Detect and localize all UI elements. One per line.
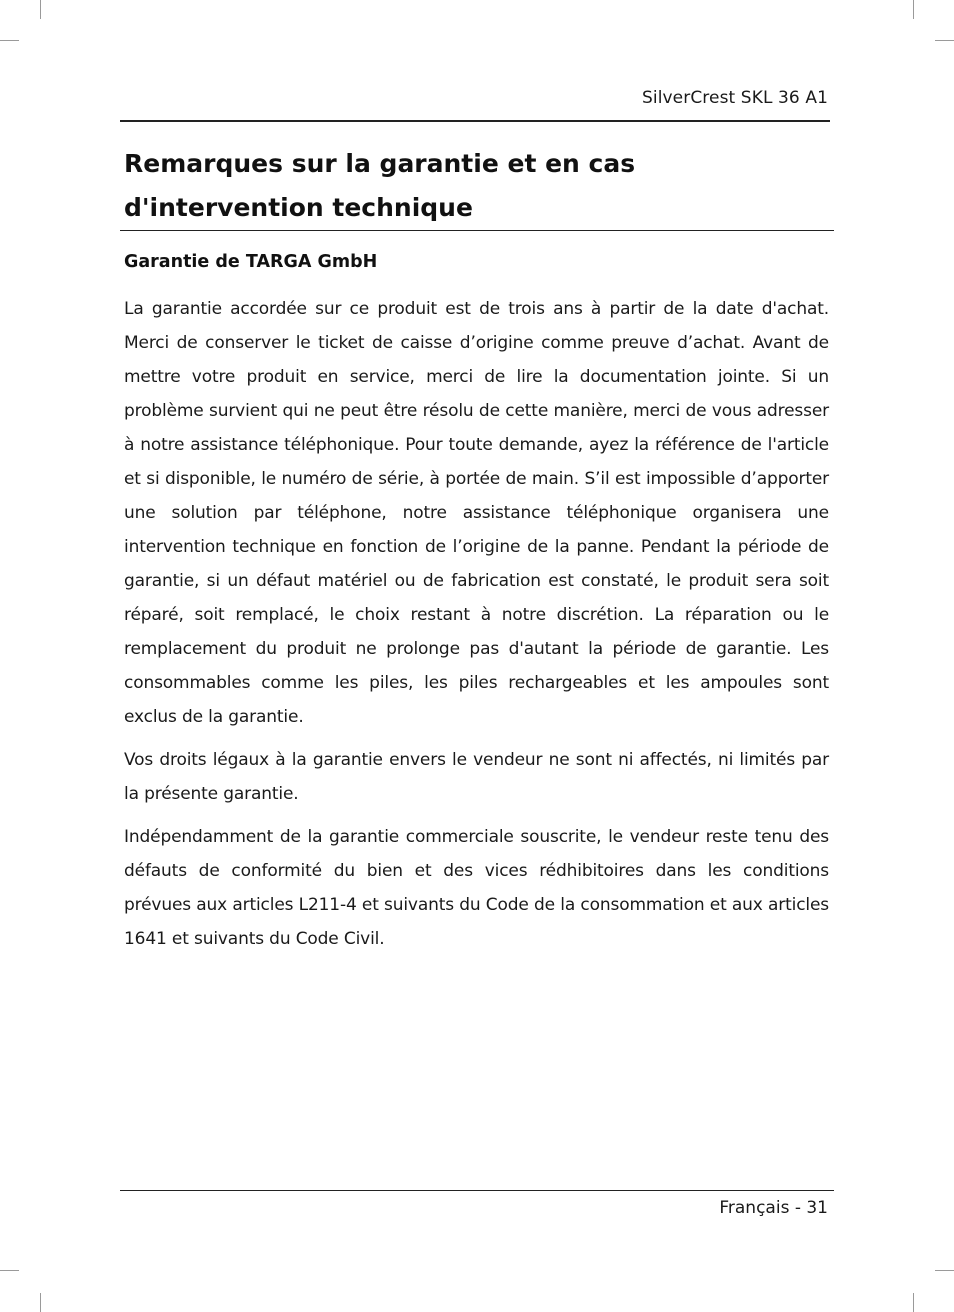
- crop-mark-top-left-horizontal: [0, 40, 19, 41]
- title-rule: [120, 230, 834, 231]
- crop-mark-top-left-vertical: [40, 0, 41, 19]
- page-number: Français - 31: [719, 1198, 828, 1218]
- paragraph-legal-rights: Vos droits légaux à la garantie envers le vendeur ne sont ni affectés, ni limités par la présente garantie.: [124, 750, 829, 804]
- header-rule: [120, 120, 830, 122]
- crop-mark-top-right-horizontal: [935, 40, 954, 41]
- section-title: Remarques sur la garantie et en cas d'intervention technique: [124, 149, 636, 222]
- crop-mark-bottom-left-vertical: [40, 1293, 41, 1312]
- crop-mark-top-right-vertical: [913, 0, 914, 19]
- crop-mark-bottom-right-vertical: [913, 1293, 914, 1312]
- crop-mark-bottom-left-horizontal: [0, 1270, 19, 1271]
- section-subtitle: Garantie de TARGA GmbH: [124, 252, 378, 272]
- footer-rule: [120, 1190, 834, 1191]
- paragraph-seller-liability: Indépendamment de la garantie commerciale souscrite, le vendeur reste tenu des défauts de conformité du bien et des vices rédhibitoires dans les conditions prévues aux articles L211-4 et suivants du Code de la consommation et aux articles 1641 et suivants du Code Civil.: [124, 827, 829, 949]
- running-header: SilverCrest SKL 36 A1: [641, 88, 828, 108]
- paragraph-warranty-terms: La garantie accordée sur ce produit est de trois ans à partir de la date d'achat. Merci de conserver le ticket de caisse d’origine comme preuve d’achat. Avant de mettre votre produit en service, merci de lire la documentation jointe. Si un problème survient qui ne peut être résolu de cette manière, merci de vous adresser à notre assistance téléphonique. Pour toute demande, ayez la référence de l'article et si disponible, le numéro de série, à portée de main. S’il est impossible d’apporter une solution par téléphone, notre assistance téléphonique organisera une intervention technique en fonction de l’origine de la panne. Pendant la période de garantie, si un défaut matériel ou de fabrication est constaté, le produit sera soit réparé, soit remplacé, le choix restant à notre discrétion. La réparation ou le remplacement du produit ne prolonge pas d'autant la période de garantie. Les consommables comme les piles, les piles rechargeables et les ampoules sont exclus de la garantie.: [124, 299, 829, 727]
- crop-mark-bottom-right-horizontal: [935, 1270, 954, 1271]
